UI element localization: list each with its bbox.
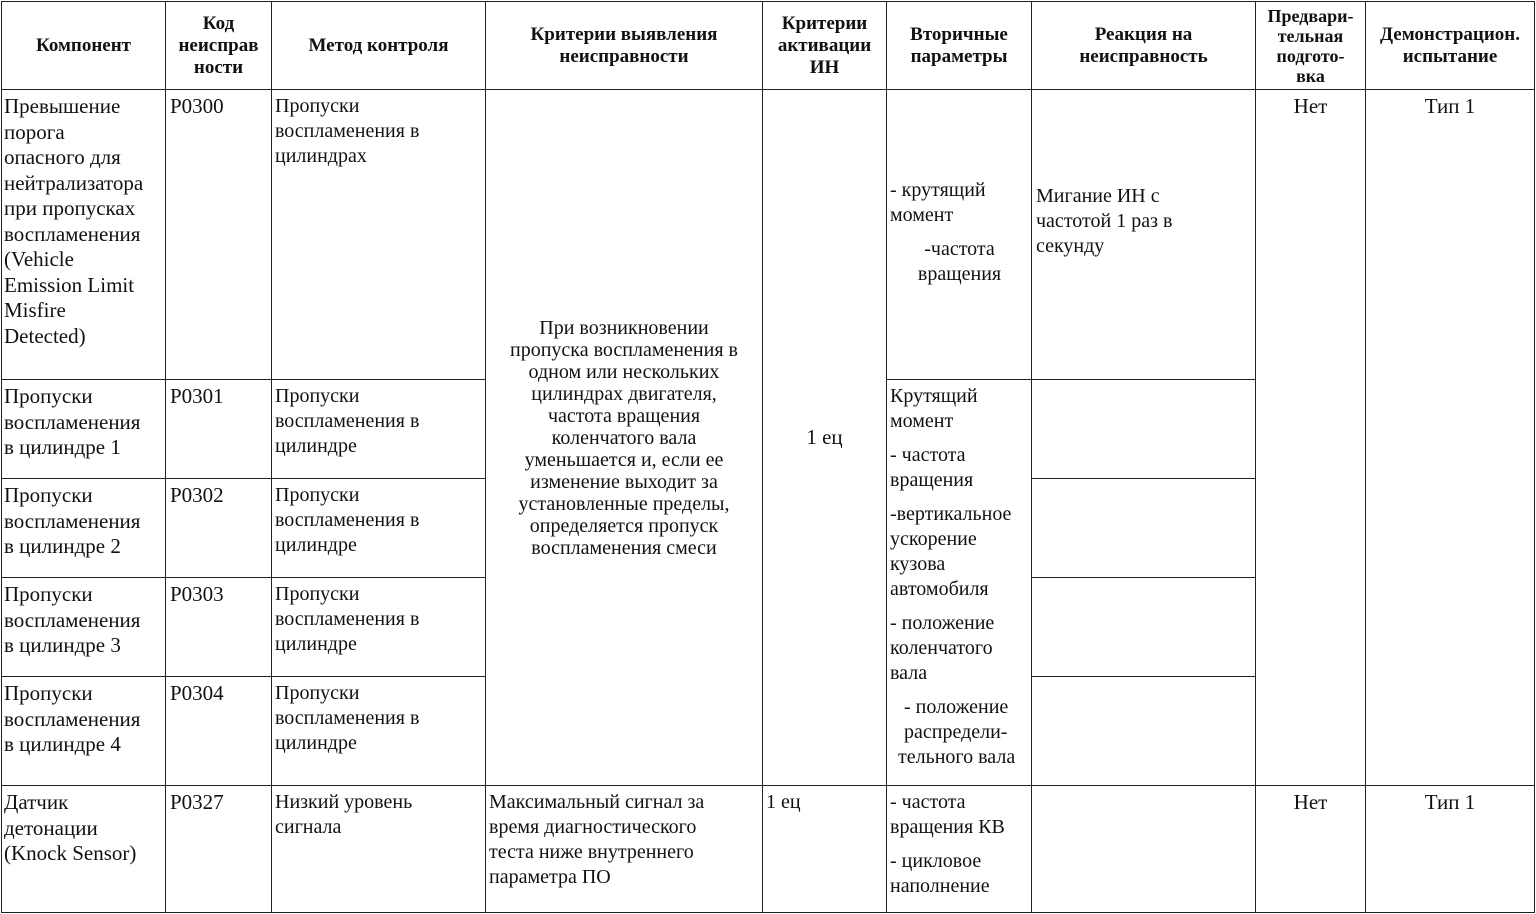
criteria-cell: Максимальный сигнал за время диагностического теста ниже внутреннего параметра ПО [486, 786, 763, 913]
code-cell: P0300 [166, 90, 272, 380]
header-secondary: Вторичные параметры [887, 2, 1032, 90]
table-row [2, 90, 1535, 380]
code-cell: P0302 [166, 479, 272, 578]
preparation-cell: Нет [1256, 786, 1366, 913]
header-activation: Критерии активации ИН [763, 2, 887, 90]
component-cell: Пропуски воспламенения в цилиндре 1 [2, 380, 166, 479]
activation-cell: 1 ец [763, 786, 887, 913]
reaction-cell [1032, 578, 1256, 677]
demonstration-cell: Тип 1 [1366, 786, 1535, 913]
demonstration-cell: Тип 1 [1366, 90, 1535, 786]
method-cell: Низкий уровень сигнала [272, 786, 486, 913]
method-cell: Пропуски воспламенения в цилиндре [272, 578, 486, 677]
reaction-cell [1032, 786, 1256, 913]
component-cell: Пропуски воспламенения в цилиндре 2 [2, 479, 166, 578]
misfire-criteria-cell: При возникновении пропуска воспламенения в одном или нескольких цилиндрах двигателя, частота вращения коленчатого вала уменьшается и, если ее изменение выходит за установленные пределы, определяется пропуск воспламенения смеси [486, 90, 763, 786]
code-cell: P0327 [166, 786, 272, 913]
reaction-cell [1032, 479, 1256, 578]
reaction-cell: Мигание ИН с частотой 1 раз в секунду [1032, 90, 1256, 380]
header-method: Метод контроля [272, 2, 486, 90]
header-preparation: Предвари- тельная подгото- вка [1256, 2, 1366, 90]
table-row [2, 786, 1535, 913]
component-cell: Датчик детонации (Knock Sensor) [2, 786, 166, 913]
reaction-cell [1032, 380, 1256, 479]
method-cell: Пропуски воспламенения в цилиндре [272, 677, 486, 786]
reaction-cell [1032, 677, 1256, 786]
header-code: Код неисправ ности [166, 2, 272, 90]
diagnostics-table [1, 1, 1535, 913]
secondary-params-cell: - крутящий момент -частота вращения [887, 90, 1032, 380]
component-cell: Превышение порога опасного для нейтрализатора при пропусках воспламенения (Vehicle Emission Limit Misfire Detected) [2, 90, 166, 380]
code-cell: P0304 [166, 677, 272, 786]
code-cell: P0301 [166, 380, 272, 479]
misfire-activation-cell: 1 ец [763, 90, 887, 786]
method-cell: Пропуски воспламенения в цилиндрах [272, 90, 486, 380]
header-row [2, 2, 1535, 90]
method-cell: Пропуски воспламенения в цилиндре [272, 380, 486, 479]
secondary-params-cell: Крутящий момент - частота вращения -вертикальное ускорение кузова автомобиля - положение коленчатого вала - положение распредели- тельного вала [887, 380, 1032, 786]
header-demonstration: Демонстрацион. испытание [1366, 2, 1535, 90]
code-cell: P0303 [166, 578, 272, 677]
component-cell: Пропуски воспламенения в цилиндре 4 [2, 677, 166, 786]
secondary-params-cell: - частота вращения КВ - цикловое наполнение [887, 786, 1032, 913]
header-criteria: Критерии выявления неисправности [486, 2, 763, 90]
header-component: Компонент [2, 2, 166, 90]
header-reaction: Реакция на неисправность [1032, 2, 1256, 90]
preparation-cell: Нет [1256, 90, 1366, 786]
component-cell: Пропуски воспламенения в цилиндре 3 [2, 578, 166, 677]
method-cell: Пропуски воспламенения в цилиндре [272, 479, 486, 578]
